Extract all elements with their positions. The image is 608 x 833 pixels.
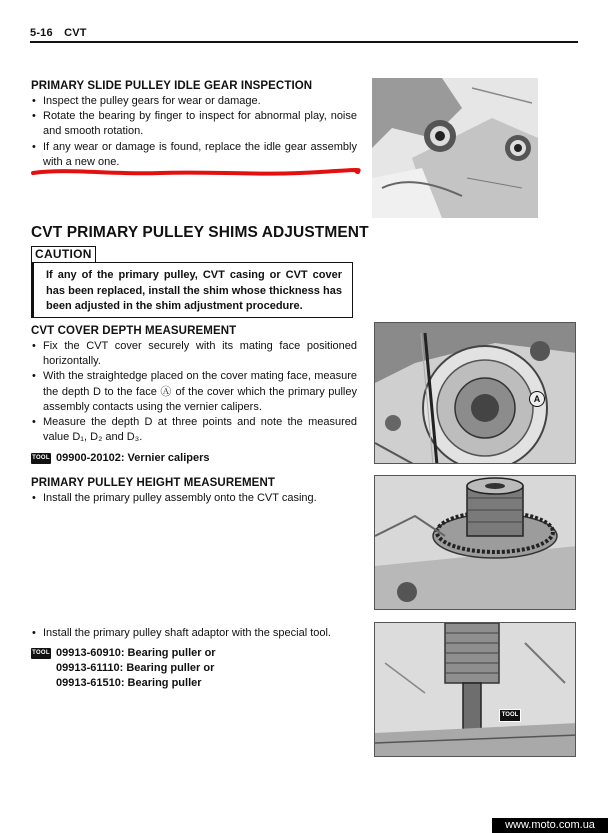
list-item: • Inspect the pulley gears for wear or damage. <box>31 94 357 109</box>
list-item: • Install the primary pulley shaft adaptor with the special tool. <box>31 626 357 641</box>
cvt-cover-illustration <box>375 323 576 464</box>
shaft-adaptor-photo <box>374 622 576 757</box>
tool-number: 09913-61110: Bearing puller or <box>56 662 215 674</box>
red-underline-mark <box>30 165 362 179</box>
list-item: • Fix the CVT cover securely with its mating face positioned horizontally. <box>31 339 357 369</box>
list-item: • With the straightedge placed on the cover mating face, measure the depth D to the face Ⓐ of the cover which the primary pulley assembly contacts using the vernier calipers. <box>31 369 357 415</box>
cvt-cover-photo <box>374 322 576 464</box>
list-item: • Rotate the bearing by finger to inspect for abnormal play, noise and smooth rotation. <box>31 109 357 139</box>
shaft-adaptor-illustration <box>375 623 576 757</box>
vernier-tool-line <box>31 451 210 466</box>
footer-url: www.moto.com.ua <box>492 818 608 833</box>
section-name: CVT <box>64 27 87 39</box>
idle-gear-illustration <box>372 78 538 218</box>
caution-box <box>31 262 353 318</box>
idle-gear-photo <box>372 78 538 218</box>
idle-gear-heading: PRIMARY SLIDE PULLEY IDLE GEAR INSPECTION <box>31 80 313 92</box>
header-rule <box>30 41 578 43</box>
tool-icon: TOOL <box>31 453 51 464</box>
primary-pulley-illustration <box>375 476 576 610</box>
tool-list <box>56 646 216 691</box>
tool-number: 09913-60910: Bearing puller or <box>56 647 216 659</box>
point-a-label: A <box>529 391 545 407</box>
caution-label: CAUTION <box>31 246 96 263</box>
pulley-height-bullets <box>31 491 357 506</box>
list-item: • Install the primary pulley assembly onto the CVT casing. <box>31 491 357 506</box>
page-number: 5-16 <box>30 27 53 39</box>
tool-icon: TOOL <box>31 648 51 659</box>
tool-number: 09900-20102: Vernier calipers <box>56 452 210 464</box>
caution-text: If any of the primary pulley, CVT casing or CVT cover has been replaced, install the shim whose thickness has been adjusted in the shim adjustment procedure. <box>46 269 342 312</box>
tool-tag-icon: TOOL <box>499 709 521 722</box>
tool-number: 09913-61510: Bearing puller <box>56 677 202 689</box>
primary-pulley-photo <box>374 475 576 610</box>
shaft-adaptor-bullets <box>31 626 357 641</box>
page-title: CVT PRIMARY PULLEY SHIMS ADJUSTMENT <box>31 224 369 241</box>
cover-depth-bullets <box>31 339 357 445</box>
page-header <box>30 27 87 39</box>
list-item: • Measure the depth D at three points and note the measured value D₁, D₂ and D₃. <box>31 415 357 445</box>
list-item: • If any wear or damage is found, replace the idle gear assembly with a new one. <box>31 140 357 170</box>
bearing-puller-tools <box>31 646 216 691</box>
cover-depth-heading: CVT COVER DEPTH MEASUREMENT <box>31 325 237 337</box>
pulley-height-heading: PRIMARY PULLEY HEIGHT MEASUREMENT <box>31 477 275 489</box>
idle-gear-bullets <box>31 94 357 170</box>
